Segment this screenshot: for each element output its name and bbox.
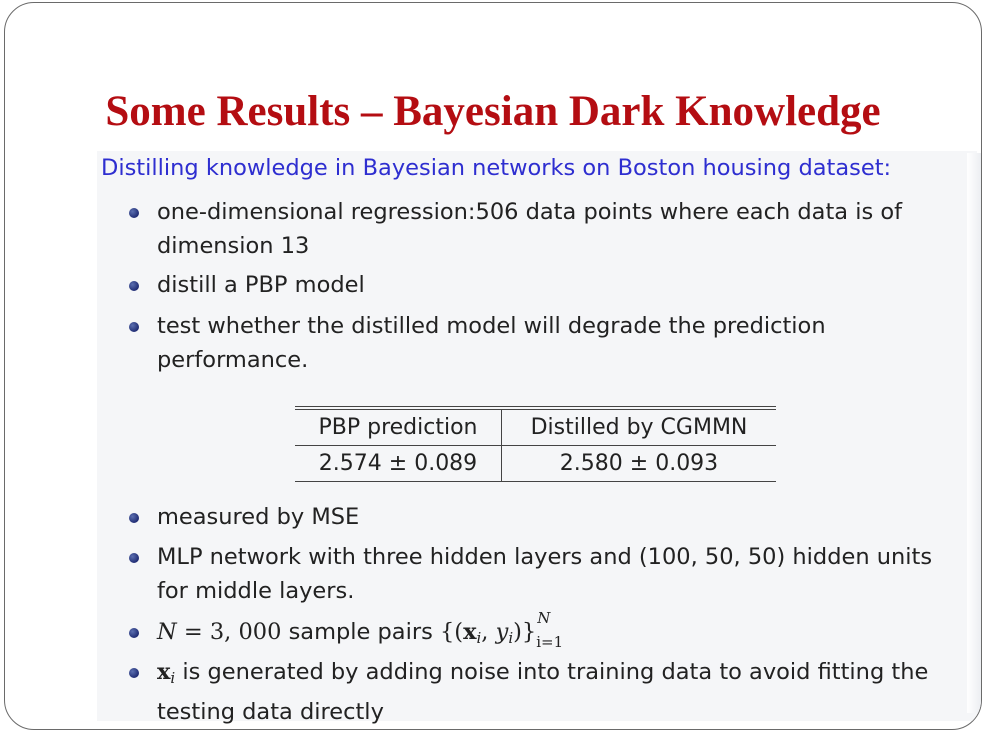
math-close: )}	[513, 619, 537, 645]
sample-pairs-formula	[157, 609, 972, 655]
bullet-text: sample pairs	[288, 619, 440, 645]
slide-edge-shadow	[967, 153, 981, 713]
bullet-text: dimension 13	[157, 233, 310, 259]
bullet-text: distill a PBP model	[157, 272, 365, 298]
bullet-text: test whether the distilled model will degrade the prediction	[157, 313, 826, 339]
table-header-cell: PBP prediction	[295, 408, 502, 446]
table-row	[295, 446, 776, 482]
bullet-text: performance.	[157, 347, 309, 373]
math-supsub	[536, 609, 568, 651]
table-cell: 2.580 ± 0.093	[559, 451, 719, 476]
bullet-icon	[129, 322, 139, 332]
table-header-row	[295, 408, 776, 446]
slide-title: Some Results – Bayesian Dark Knowledge	[105, 88, 881, 135]
math-y: y	[495, 619, 509, 645]
bullet-text: one-dimensional regression:506 data points where each data is of	[157, 199, 903, 225]
bullet-icon	[129, 553, 139, 563]
math-comma: ,	[481, 619, 496, 645]
intro-text: Distilling knowledge in Bayesian networks on Boston housing dataset:	[101, 155, 892, 181]
math-sub-i: i	[170, 669, 176, 687]
bullet-text: testing data directly	[157, 699, 384, 725]
math-x: x	[157, 659, 171, 685]
math-x: x	[463, 619, 477, 645]
bullet-icon	[129, 628, 139, 638]
math-sub: i=1	[536, 633, 564, 651]
math-open: {(	[439, 619, 464, 645]
math-eq: = 3, 000	[176, 619, 289, 645]
bullet-text: MLP network with three hidden layers and (100, 50, 50) hidden units	[157, 544, 933, 570]
bullet-text: measured by MSE	[157, 504, 360, 530]
math-sub-i: i	[476, 629, 482, 647]
math-sub-i: i	[508, 629, 514, 647]
bullet-text: is generated by adding noise into training data to avoid fitting the	[175, 659, 929, 685]
math-N: N	[157, 619, 177, 645]
results-table	[295, 406, 776, 482]
slide	[4, 2, 982, 730]
bullet-icon	[129, 668, 139, 678]
slide-content	[97, 151, 977, 725]
bullet-icon	[129, 513, 139, 523]
table-cell: 2.574 ± 0.089	[295, 446, 502, 482]
bullet-icon	[129, 208, 139, 218]
table-header-cell: Distilled by CGMMN	[502, 408, 777, 446]
bullet-icon	[129, 281, 139, 291]
bullet-text: for middle layers.	[157, 578, 355, 604]
math-sup: N	[537, 609, 551, 627]
